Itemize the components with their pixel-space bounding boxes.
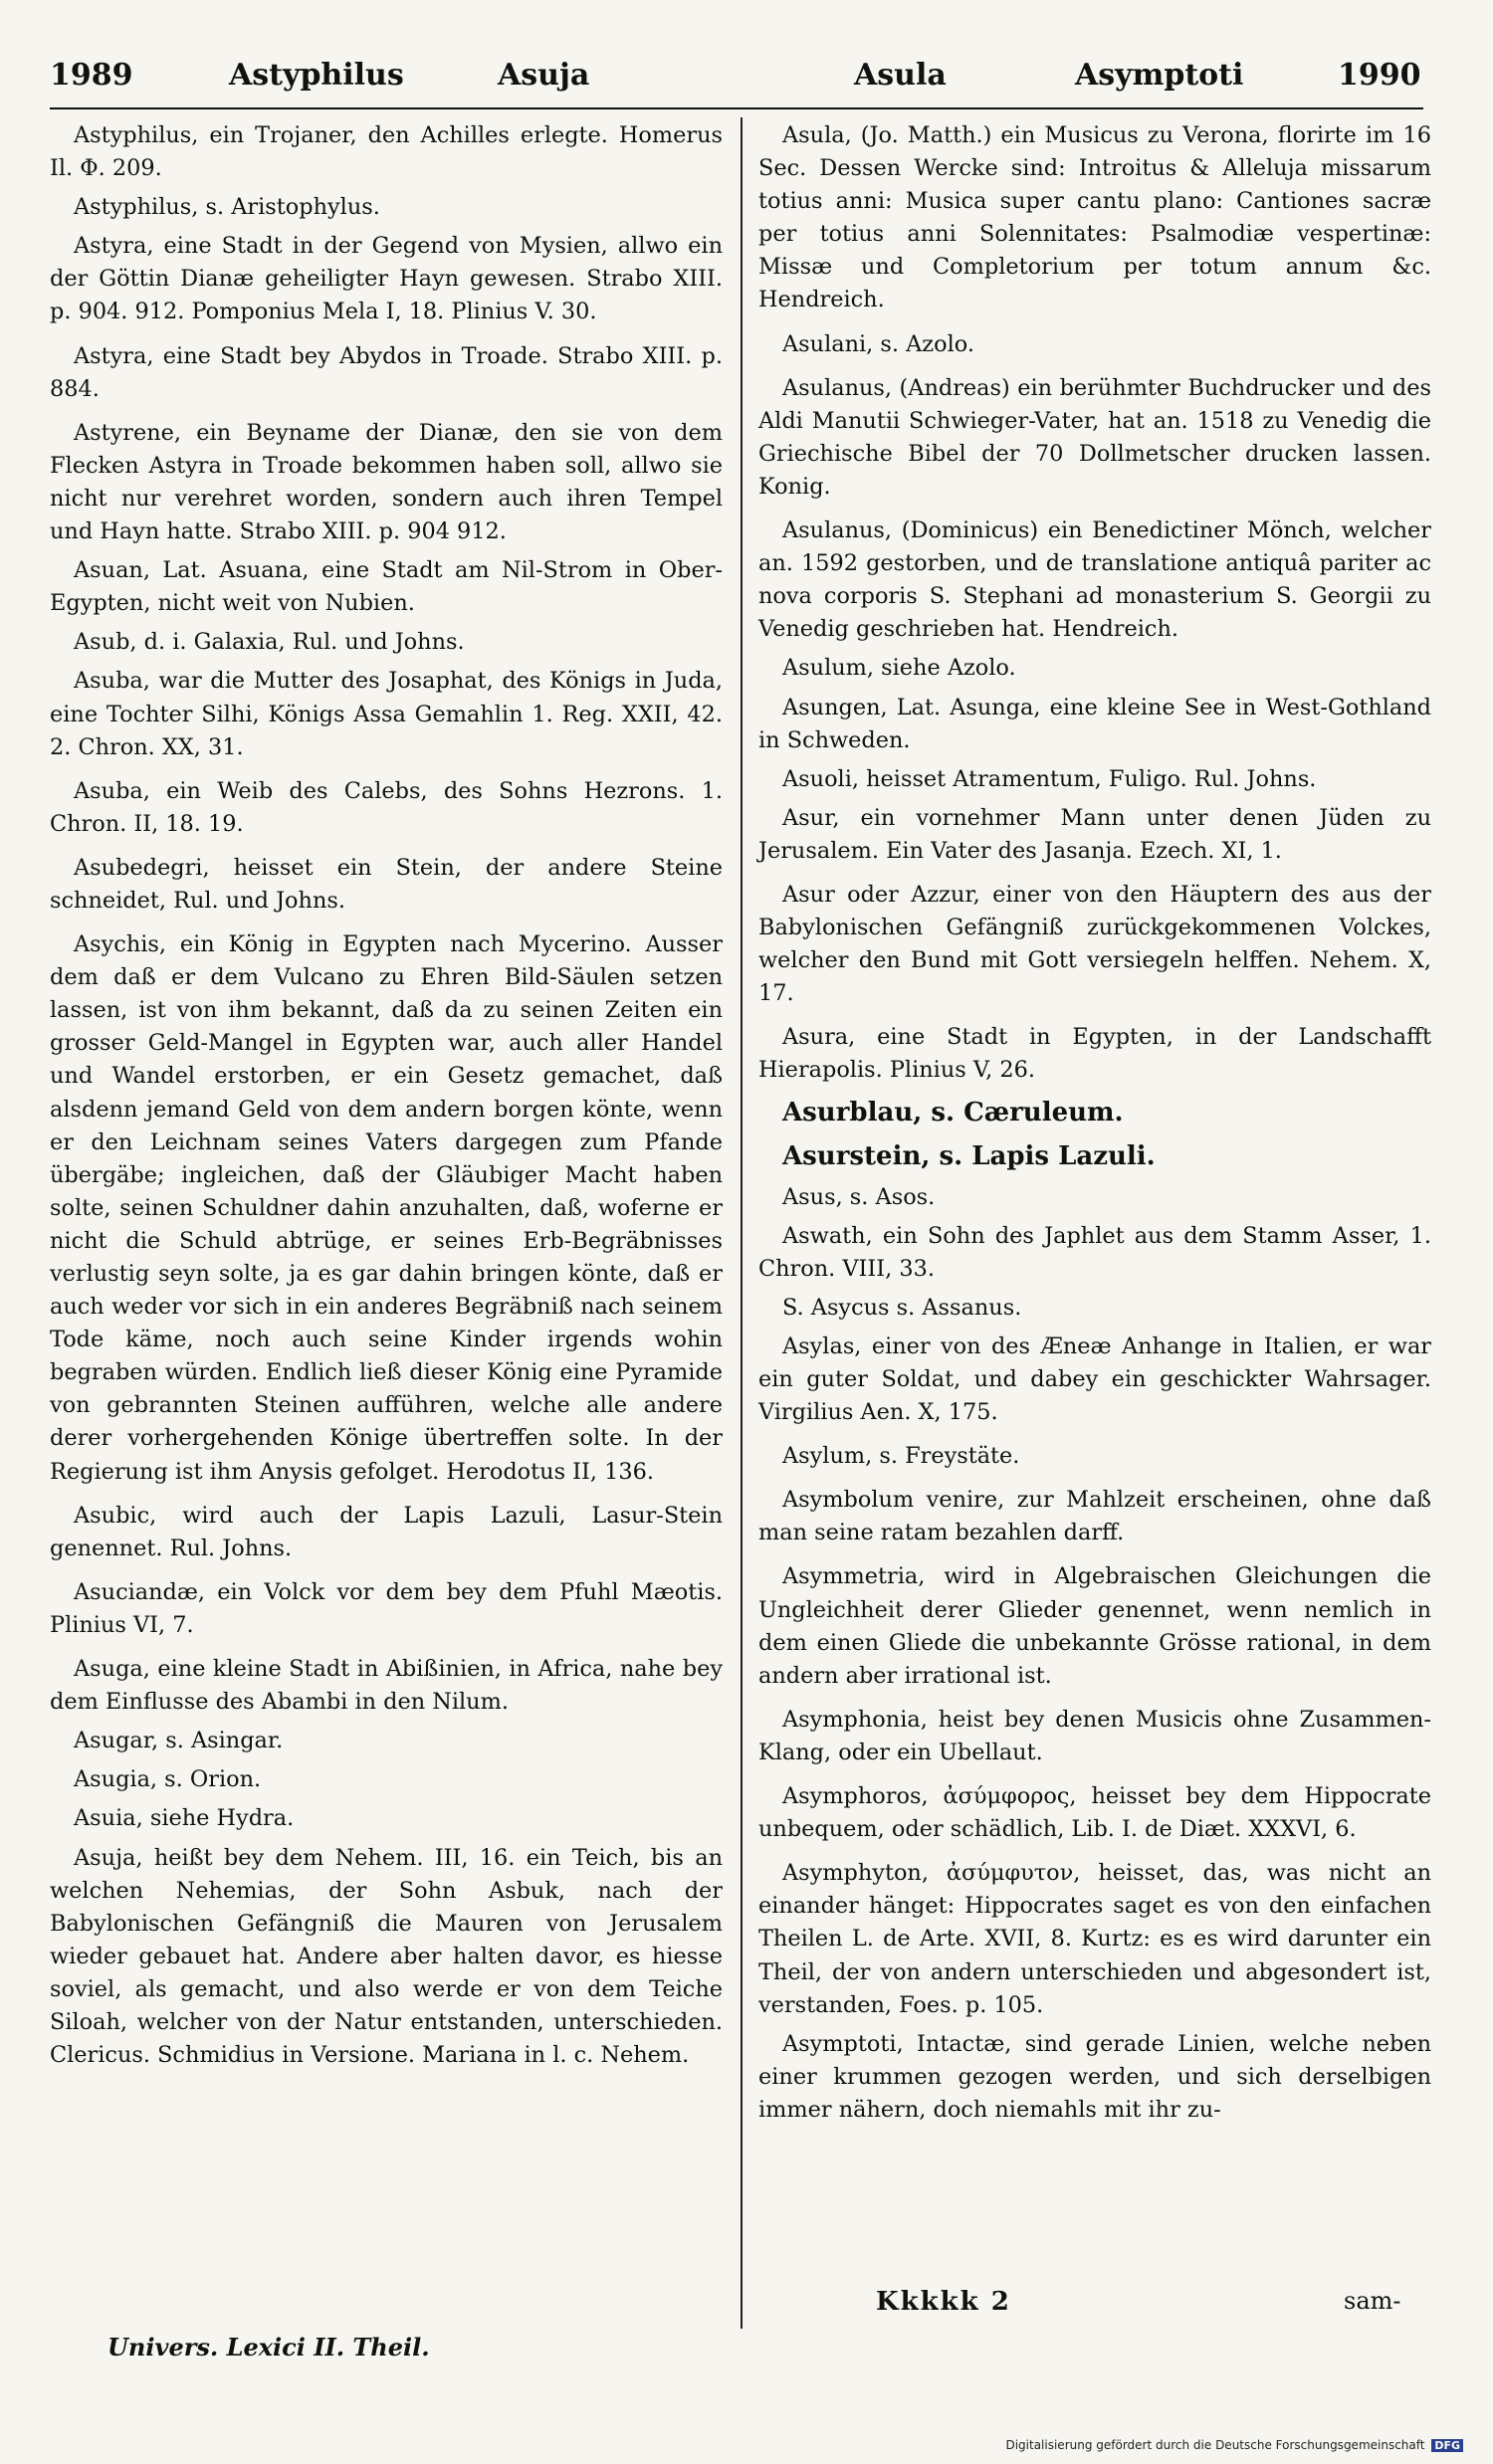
digitization-credit xyxy=(1005,2438,1463,2452)
guide-word-right-1: Asula xyxy=(854,58,947,93)
entry: Asymphyton, ἀσύμφυτον, heisset, das, was nicht an einander hänget: Hippocrates saget es von den einfachen Theilen L. de Arte. XVII, 8. Kurtz: es es wird darunter ein Theil, der von andern unterschieden und abgesondert ist, verstanden, Foes. p. 105. xyxy=(758,1860,1431,2018)
entry: Asur oder Azzur, einer von den Häuptern des aus der Babylonischen Gefängniß zurückgekommenen Volckes, welcher den Bund mit Gott versiegeln helffen. Nehem. X, 17. xyxy=(758,881,1431,1007)
entry: Asula, (Jo. Matth.) ein Musicus zu Verona, florirte im 16 Sec. Dessen Wercke sind: Introitus & Alleluja missarum totius anni: Musica super cantu plano: Cantiones sacræ per totius anni Solennitates: Psalmodiæ vespertinæ: Missæ und Completorium per totum annum &c. Hendreich. xyxy=(758,122,1431,313)
entry: Asurblau, s. Cæruleum. xyxy=(782,1097,1124,1128)
entry: Asulani, s. Azolo. xyxy=(782,330,974,357)
right-column xyxy=(758,119,1431,2133)
entry: Asylum, s. Freystäte. xyxy=(782,1443,1020,1470)
column-divider xyxy=(741,117,743,2329)
entry: Asugia, s. Orion. xyxy=(74,1766,262,1793)
entry: S. Asycus s. Assanus. xyxy=(782,1294,1022,1321)
entry: Asus, s. Asos. xyxy=(782,1183,936,1210)
guide-word-left-2: Asuja xyxy=(498,58,590,93)
entry: Asuba, ein Weib des Calebs, des Sohns Hezrons. 1. Chron. II, 18. 19. xyxy=(50,777,723,837)
entry: Asubedegri, heisset ein Stein, der andere Steine schneidet, Rul. und Johns. xyxy=(50,854,723,914)
entry: Asychis, ein König in Egypten nach Mycerino. Ausser dem daß er dem Vulcano zu Ehren Bild-Säulen setzen lassen, ist von ihm bekannt, daß da zu seinen Zeiten ein grosser Geld-Mangel in Egypten war, auch aller Handel und Wandel erstorben, er ein Gesetz gemachet, daß alsdenn jemand Geld von dem andern borgen könte, wenn er den Leichnam seines Vaters dargegen zum Pfande übergäbe; ingleichen, daß der Gläubiger Macht haben solte, seinen Schuldner dahin anzuhalten, daß, woferne er nicht die Schuld abtrüge, er seines Erb-Begräbnisses verlustig seyn solte, ja es gar dahin bringen könte, daß er auch weder vor sich in ein anderes Begräbniß nach seinem Tode käme, noch auch seine Kinder irgends wohin begraben würden. Endlich ließ dieser König eine Pyramide von gebrannten Steinen aufführen, welche alle andere derer vorhergehenden Könige übertreffen solte. In der Regierung ist ihm Anysis gefolget. Herodotus II, 136. xyxy=(50,931,723,1485)
entry: Aswath, ein Sohn des Japhlet aus dem Stamm Asser, 1. Chron. VIII, 33. xyxy=(758,1222,1431,1282)
entry: Asugar, s. Asingar. xyxy=(74,1728,284,1754)
volume-footer: Univers. Lexici II. Theil. xyxy=(107,2333,430,2361)
entry: Asuba, war die Mutter des Josaphat, des Königs in Juda, eine Tochter Silhi, Königs Assa Gemahlin 1. Reg. XXII, 42. 2. Chron. XX, 31. xyxy=(50,668,723,760)
entry: Asubic, wird auch der Lapis Lazuli, Lasur-Stein genennet. Rul. Johns. xyxy=(50,1502,723,1561)
guide-word-left-1: Astyphilus xyxy=(229,58,404,93)
entry: Astyra, eine Stadt in der Gegend von Mysien, allwo ein der Göttin Dianæ geheiligter Hayn gewesen. Strabo XIII. p. 904. 912. Pomponius Mela I, 18. Plinius V. 30. xyxy=(50,233,723,325)
entry: Asuan, Lat. Asuana, eine Stadt am Nil-Strom in Ober-Egypten, nicht weit von Nubien. xyxy=(50,557,723,617)
entry: Asub, d. i. Galaxia, Rul. und Johns. xyxy=(74,629,465,656)
entry: Asymbolum venire, zur Mahlzeit erscheinen, ohne daß man seine ratam bezahlen darff. xyxy=(758,1487,1431,1546)
entry: Astyphilus, s. Aristophylus. xyxy=(74,194,380,221)
page-number-left: 1989 xyxy=(50,58,133,93)
entry: Asurstein, s. Lapis Lazuli. xyxy=(782,1140,1156,1171)
entry: Astyrene, ein Beyname der Dianæ, den sie von dem Flecken Astyra in Troade bekommen haben soll, allwo sie nicht nur verehret worden, sondern auch ihren Tempel und Hayn hatte. Strabo XIII. p. 904 912. xyxy=(50,419,723,545)
entry: Asymmetria, wird in Algebraischen Gleichungen die Ungleichheit derer Glieder genennet, wenn nemlich in dem einen Gliede die unbekannte Grösse rational, in dem andern aber irrational ist. xyxy=(758,1563,1431,1689)
dfg-logo: DFG xyxy=(1431,2439,1463,2452)
entry: Asuia, siehe Hydra. xyxy=(74,1805,295,1832)
catchword: sam- xyxy=(1344,2287,1401,2315)
entry: Asulanus, (Andreas) ein berühmter Buchdrucker und des Aldi Manutii Schwieger-Vater, hat an. 1518 zu Venedig die Griechische Bibel der 70 Dollmetscher drucken lassen. Konig. xyxy=(758,374,1431,500)
entry: Asuoli, heisset Atramentum, Fuligo. Rul. Johns. xyxy=(782,765,1317,792)
entry: Asymptoti, Intactæ, sind gerade Linien, welche neben einer krummen gezogen werden, und sich derselbigen immer nähern, doch niemahls mit ihr zu- xyxy=(758,2030,1431,2123)
entry: Asur, ein vornehmer Mann unter denen Jüden zu Jerusalem. Ein Vater des Jasanja. Ezech. XI, 1. xyxy=(758,804,1431,864)
entry: Asura, eine Stadt in Egypten, in der Landschafft Hierapolis. Plinius V, 26. xyxy=(758,1024,1431,1084)
page-number-right: 1990 xyxy=(1338,58,1421,93)
running-header xyxy=(50,52,1423,107)
signature-mark: Kkkkk 2 xyxy=(876,2287,1011,2317)
entry: Asymphoros, ἀσύμφορος, heisset bey dem Hippocrate unbequem, oder schädlich, Lib. I. de Diæt. XXXVI, 6. xyxy=(758,1783,1431,1843)
entry: Asungen, Lat. Asunga, eine kleine See in West-Gothland in Schweden. xyxy=(758,694,1431,753)
entry: Asulanus, (Dominicus) ein Benedictiner Mönch, welcher an. 1592 gestorben, und de translatione antiquâ pariter ac nova corporis S. Stephani ad monasterium S. Georgii zu Venedig geschrieben hat. Hendreich. xyxy=(758,517,1431,643)
entry: Asulum, siehe Azolo. xyxy=(782,655,1016,682)
entry: Asuga, eine kleine Stadt in Abißinien, in Africa, nahe bey dem Einflusse des Abambi in den Nilum. xyxy=(50,1656,723,1716)
entry: Asylas, einer von des Æneæ Anhange in Italien, er war ein guter Soldat, und dabey ein geschickter Wahrsager. Virgilius Aen. X, 175. xyxy=(758,1333,1431,1426)
entry: Asuciandæ, ein Volck vor dem bey dem Pfuhl Mæotis. Plinius VI, 7. xyxy=(50,1578,723,1638)
guide-word-right-2: Asymptoti xyxy=(1075,58,1244,93)
left-column xyxy=(50,119,723,2078)
entry: Asymphonia, heist bey denen Musicis ohne Zusammen-Klang, oder ein Ubellaut. xyxy=(758,1706,1431,1765)
entry: Astyphilus, ein Trojaner, den Achilles erlegte. Homerus Il. Φ. 209. xyxy=(50,122,723,182)
credit-text: Digitalisierung gefördert durch die Deutsche Forschungsgemeinschaft xyxy=(1005,2438,1425,2452)
entry: Asuja, heißt bey dem Nehem. III, 16. ein Teich, bis an welchen Nehemias, der Sohn Asbuk, nach der Babylonischen Gefängniß die Mauren von Jerusalem wieder gebauet hat. Andere aber halten davor, es hiesse soviel, als gemacht, und also werde er von dem Teiche Siloah, welcher von der Natur entstanden, unterschieden. Clericus. Schmidius in Versione. Mariana in l. c. Nehem. xyxy=(50,1844,723,2069)
entry: Astyra, eine Stadt bey Abydos in Troade. Strabo XIII. p. 884. xyxy=(50,342,723,402)
header-rule xyxy=(50,107,1423,109)
